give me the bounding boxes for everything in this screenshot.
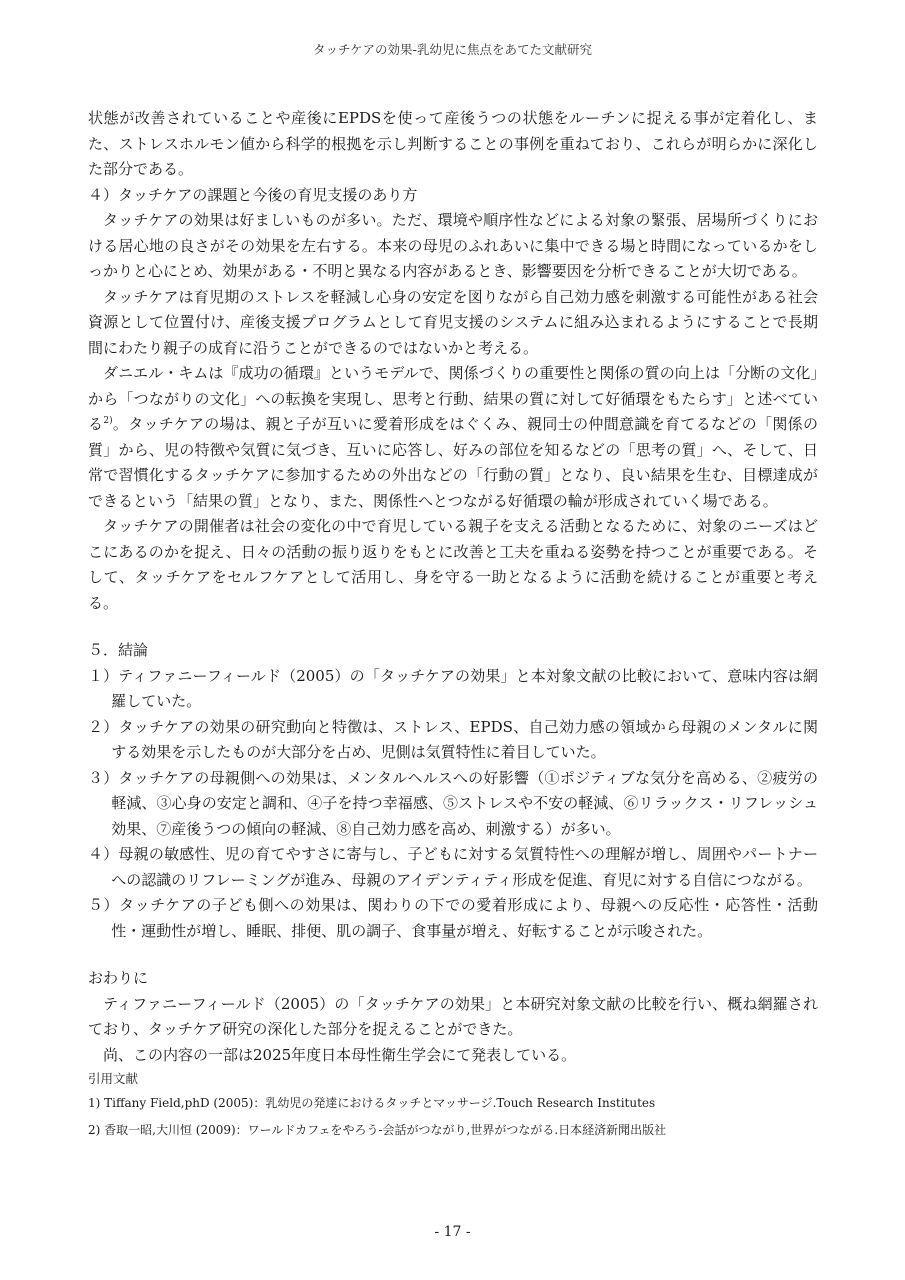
conclusion-item-3: ３）タッチケアの母親側への効果は、メンタルヘルスへの好影響（①ポジティブな気分を高める、②疲労の軽減、③心身の安定と調和、④子を持つ幸福感、⑤ストレスや不安の軽減、⑥リラックス・リフレッシュ効果、⑦産後うつの傾向の軽減、⑧自己効力感を高め、刺激する）が多い。 (88, 768, 818, 838)
subsection-4-paragraph-1: タッチケアの効果は好ましいものが多い。ただ、環境や順序性などによる対象の緊張、居場所づくりにおける居心地の良さがその効果を左右する。本来の母児のふれあいに集中できる場と時間になっているかをしっかりと心にとめ、効果がある・不明と異なる内容があるとき、影響要因を分析できることが大切である。 (88, 211, 818, 280)
page-number: - 17 - (434, 1224, 471, 1240)
section-spacer (88, 616, 818, 638)
section-spacer (88, 944, 818, 966)
reference-item-1: 1) Tiffany Field,phD (2005)：乳幼児の発達におけるタッチとマッサージ.Touch Research Institutes (88, 1096, 656, 1110)
references-heading: 引用文献 (88, 1071, 139, 1086)
conclusion-item-5: ５）タッチケアの子ども側への効果は、関わりの下での愛着形成により、母親への反応性・応答性・活動性・運動性が増し、睡眠、排便、肌の調子、食事量が増え、好転することが示唆された。 (88, 896, 818, 940)
running-header: タッチケアの効果-乳幼児に焦点をあてた文献研究 (312, 42, 592, 57)
citation-marker: 2) (103, 416, 113, 426)
subsection-4-paragraph-3 (88, 361, 818, 514)
conclusion-item-1: １）ティファニーフィールド（2005）の「タッチケアの効果」と本対象文献の比較において、意味内容は網羅していた。 (88, 666, 818, 710)
closing-heading: おわりに (88, 969, 149, 987)
intro-continued-paragraph: 状態が改善されていることや産後にEPDSを使って産後うつの状態をルーチンに捉える事が定着化し、また、ストレスホルモン値から科学的根拠を示し判断することの事例を重ねており、これらが明らかに深化した部分である。 (88, 109, 818, 178)
subsection-4-paragraph-2: タッチケアは育児期のストレスを軽減し心身の安定を図りながら自己効力感を刺激する可能性がある社会資源として位置付け、産後支援プログラムとして育児支援のシステムに組み込まれるようにすることで長期間にわたり親子の成育に沿うことができるのではないかと考える。 (88, 287, 818, 357)
conclusion-heading: ５．結論 (88, 641, 149, 659)
reference-item-2: 2) 香取一昭,大川恒 (2009)：ワールドカフェをやろう-会話がつながり,世界がつながる.日本経済新聞出版社 (88, 1123, 667, 1137)
conclusion-item-4: ４）母親の敏感性、児の育てやすさに寄与し、子どもに対する気質特性への理解が増し、周囲やパートナーへの認識のリフレーミングが進み、母親のアイデンティティ形成を促進、育児に対する自信につながる。 (88, 845, 818, 889)
closing-paragraph-1: ティファニーフィールド（2005）の「タッチケアの効果」と本研究対象文献の比較を行い、概ね網羅されており、タッチケア研究の深化した部分を捉えることができた。 (88, 994, 818, 1038)
subsection-4-paragraph-4: タッチケアの開催者は社会の変化の中で育児している親子を支える活動となるために、対象のニーズはどこにあるのかを捉え、日々の活動の振り返りをもとに改善と工夫を重ねる姿勢を持つことが重要である。そして、タッチケアをセルフケアとして活用し、身を守る一助となるように活動を続けることが重要と考える。 (88, 517, 818, 612)
subsection-4-heading: ４）タッチケアの課題と今後の育児支援のあり方 (88, 185, 418, 204)
conclusion-item-2: ２）タッチケアの効果の研究動向と特徴は、ストレス、EPDS、自己効力感の領域から母親のメンタルに関する効果を示したものが大部分を占め、児側は気質特性に着目していた。 (88, 717, 818, 761)
paragraph-3-text-b: 。タッチケアの場は、親と子が互いに愛着形成をはぐくみ、親同士の仲間意識を育てるなどの「関係の質」から、児の特徴や気質に気づき、互いに応答し、好みの部位を知るなどの「思考の質」へ、そして、日常で習慣化するタッチケアに参加するための外出などの「行動の質」となり、良い結果を生む、目標達成ができるという「結果の質」となり、また、関係性へとつながる好循環の輪が形成されていく場である。 (88, 415, 818, 510)
body-text (88, 106, 818, 1144)
paragraph-3-text-a: ダニエル・キムは『成功の循環』というモデルで、関係づくりの重要性と関係の質の向上は「分断の文化」から「つながりの文化」への転換を実現し、思考と行動、結果の質に対して好循環をもたらす」と述べている (88, 364, 818, 433)
closing-paragraph-2: 尚、この内容の一部は2025年度日本母性衛生学会にて発表している。 (103, 1045, 577, 1064)
